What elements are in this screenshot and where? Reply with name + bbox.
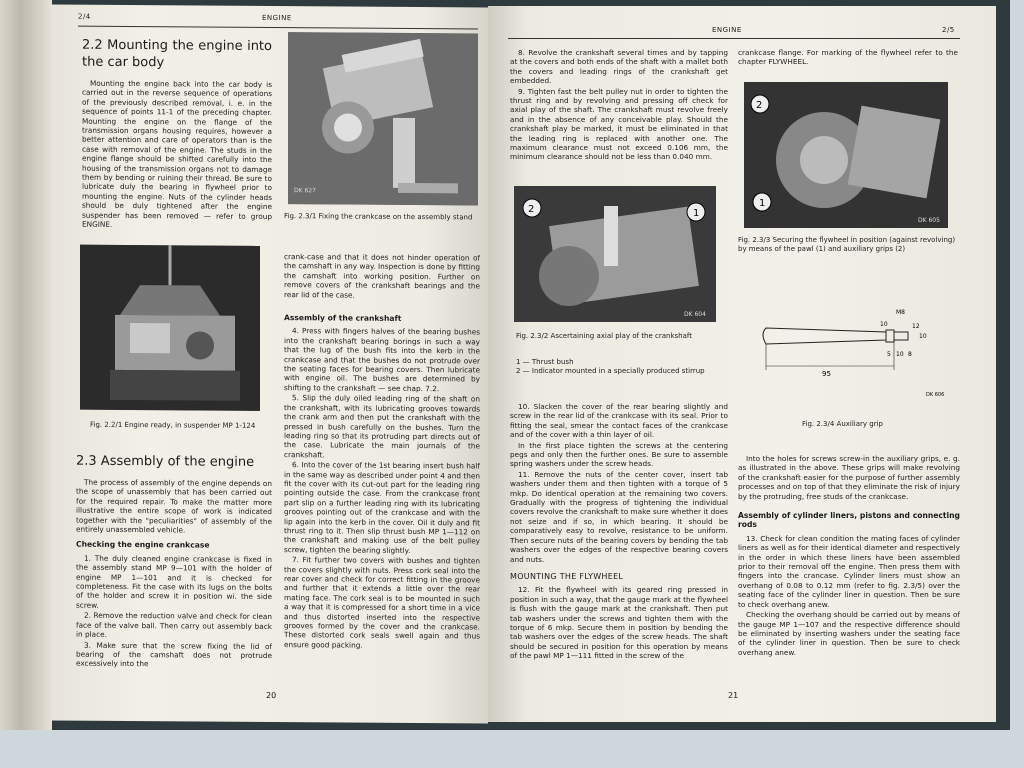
dim-thread: M8 [896, 309, 905, 316]
engine-suspender-image [80, 245, 260, 411]
item-13-b: Checking the overhang should be carried out by means of the gauge MP 1—107 and the respective difference should be eliminated by inserting washers under the seating face of the cylinder liner in question. Then be sure to check overhang anew. [738, 610, 960, 657]
fig-2-2-1-caption: Fig. 2.2/1 Engine ready, in suspender MP 1-124 [90, 420, 256, 430]
item-12: 12. Fit the flywheel with its geared ring pressed in position in such a way, that the gauge mark at the flywheel is flush with the gauge mark at the crankshaft. Then put tab washers under the screws and tighten them with the torque of 6 mkp. Secure them in position by bending the tab washers over the edges of the screw heads. The shaft should be secured in position for this operation by means of the pawl MP 1—111 fitted in the screw of the [510, 585, 728, 661]
fig-2-3-2-legend [516, 358, 736, 376]
dim-f: 10 [919, 333, 927, 340]
dim-c: 8 [908, 351, 912, 358]
fig-2-3-1-code: DK 627 [294, 187, 316, 195]
right-col-2-bottom [738, 454, 960, 658]
dim-d: 10 [880, 321, 888, 328]
item-9: 9. Tighten fast the belt pulley nut in order to tighten the thrust ring and by revolving and pressing off check for axial play of the shaft. The crankshaft must revolve freely and in the absence of any conceivable play. Should the crankshaft play be marked, it must be eliminated in that the leading ring is replaced with another one. The maximum clearance must not exceed 0.106 mm, the minimum clearance should not be less than 0.040 mm. [510, 86, 728, 162]
flywheel-continued: crankcase flange. For marking of the flywheel refer to the chapter FLYWHEEL. [738, 48, 958, 67]
section-2-2 [82, 37, 272, 232]
item-11: 11. Remove the nuts of the center cover, insert tab washers under them and then tighten with a torque of 5 mkp. Do identical operation at the remaining two covers. Gradually with the progress of tightening the individual covers revolve the crankshaft to make sure whether it does not seize and if so, in which bearing. It should be comparatively easy to revolve, resistance to be uniform. Then secure nuts of the bearing covers by bending the tab washers over the edges of the respective bearing covers and nuts. [510, 469, 728, 564]
right-col-1-bottom [510, 402, 728, 662]
fig-2-3-2-photo [514, 186, 716, 322]
left-header-rule [78, 26, 478, 30]
crank-item-4: 4. Press with fingers halves of the bearing bushes into the crankshaft bearing borings in such a way that the lug of the bush fits into the kerb in the crankcase and that the bushes do not protrude over the seating faces for bearing covers. Then lubricate with engine oil. The bushes are determined by shifting to the crankshaft — see chap. 7.2. [284, 326, 480, 394]
dim-b: 10 [896, 351, 904, 358]
assembly-crankshaft-heading: Assembly of the crankshaft [284, 313, 402, 323]
section-2-2-title: 2.2 Mounting the engine into the car body [82, 37, 272, 71]
checking-item-1: 1. The duly cleaned engine crankcase is fixed in the assembly stand MP 9—101 with the holder of engine MP 1—101 and it is checked for completeness. Fit the case with its lugs on the bolts of the holder and screw it in position wi. the side screw. [76, 553, 272, 610]
left-header-number: 2/4 [78, 12, 91, 21]
dim-e: 12 [912, 323, 920, 330]
crank-item-5: 5. Slip the duly oiled leading ring of the shaft on the crankshaft, with its lubricating grooves towards the crank arm and then put the crankshaft with the pressed in bush carefully on the bushes. Turn the leading ring so that its protruding part directs out of the case. Lubricate the main journals of the crankshaft. [284, 393, 480, 460]
fig-2-3-4-code: DK 606 [926, 392, 945, 398]
left-page-number: 20 [266, 690, 277, 701]
item-8: 8. Revolve the crankshaft several times and by tapping at the covers and both ends of the shaft with a mallet both the covers and leading rings of the crankshaft get embedded. [510, 48, 728, 86]
axial-play-image [514, 186, 716, 322]
grip-text: Into the holes for screws screw-in the auxiliary grips, e. g. as illustrated in the above. These grips will make revolving of the crankshaft easier for the purpose of further assembly processes and on top of that they eliminate the risk of injury by the protruding, free studs of the crankcase. [738, 454, 960, 501]
checking-heading: Checking the engine crankcase [76, 540, 210, 551]
legend-item-1: 1 — Thrust bush [516, 358, 574, 366]
flywheel-heading: MOUNTING THE FLYWHEEL [510, 571, 624, 581]
right-page-number: 21 [728, 691, 739, 700]
flywheel-pawl-image [744, 82, 948, 228]
right-col-1-top [510, 48, 728, 163]
fig-2-3-1-caption: Fig. 2.3/1 Fixing the crankcase on the assembly stand [284, 212, 473, 222]
right-header-rule [508, 38, 960, 39]
section-2-3-title: 2.3 Assembly of the engine [76, 453, 255, 470]
left-right-column [284, 252, 480, 652]
svg-text:2: 2 [528, 204, 535, 215]
auxiliary-grip-drawing [756, 296, 956, 406]
legend-item-2: 2 — Indicator mounted in a specially produced stirrup [516, 367, 705, 375]
fig-2-3-1-photo [288, 32, 478, 205]
crankcase-continued: crank-case and that it does not hinder operation of the camshaft in any way. Inspection is done by fitting the camshaft into working position. Further on remove covers of the crankshaft bearings and the rear lid of the case. [284, 252, 480, 300]
dim-length: 95 [822, 370, 831, 378]
liners-heading: Assembly of cylinder liners, pistons and connecting rods [738, 511, 960, 530]
section-2-3 [76, 453, 272, 671]
checking-item-3: 3. Make sure that the screw fixing the lid of bearing of the camshaft does not protrude excessively into the [76, 640, 272, 669]
fig-2-3-2-caption: Fig. 2.3/2 Ascertaining axial play of the crankshaft [516, 332, 692, 340]
crank-item-6: 6. Into the cover of the 1st bearing insert bush half in the same way as described under point 4 and then fit the cover with its cut-out part for the leading ring pointing outside the case. From the crankcase front part slip on a further leading ring with its lubricating grooves pointing out of the crankcase and with the lip again into the kerb in the cover. Oil it duly and fit thrust ring to it. Then slip thrust bush MP 1—112 on the crankshaft and making use of the belt pulley screw, tighten the bearing slightly. [284, 460, 480, 555]
engine-stand-image [288, 32, 478, 205]
dim-a: 5 [887, 351, 891, 358]
item-10-b: In the first place tighten the screws at the centering pegs and only then the further ones. Be sure to assemble spring washers under the screw heads. [510, 440, 728, 469]
section-2-2-text: Mounting the engine back into the car body is carried out in the reverse sequence of operations of the previously described removal, i. e. in the sequence of points 11-1 of the preceding chapter. Mounting the engine on the flange of the transmission organs housing requires, however a better attention and care of operators than is the case with removal of the engine. The studs in the engine flange should be shifted carefully into the housing of the transmission organs not to damage them by bending or ruining their thread. Be sure to lubricate duly the bearing in flywheel prior to mounting the engine. Nuts of the cylinder heads should be duly tightened after the engine suspender has been removed — refer to group ENGINE. [82, 78, 272, 229]
svg-text:1: 1 [693, 208, 700, 219]
fig-2-3-3-code: DK 605 [918, 217, 940, 224]
fig-2-2-1-photo [80, 245, 260, 411]
right-col-2-top [738, 48, 958, 68]
svg-text:2: 2 [756, 100, 763, 111]
fig-2-3-2-code: DK 604 [684, 311, 706, 318]
fig-2-3-4-drawing [756, 296, 956, 406]
fig-2-3-3-photo [744, 82, 948, 228]
fig-2-3-4-caption: Fig. 2.3/4 Auxiliary grip [802, 420, 883, 428]
page-stack-edge [0, 0, 52, 730]
section-2-3-text: The process of assembly of the engine depends on the scope of unassembly that has been carried out for the required repair. To make the matter more illustrative the entire scope of work is indicated together with the "peculiarities" of assembly of the entirely unassembled vehicle. [76, 477, 272, 535]
fig-2-3-3-caption: Fig. 2.3/3 Securing the flywheel in position (against revolving) by means of the pawl (1) and auxiliary grips (2) [738, 236, 956, 253]
item-13: 13. Check for clean condition the mating faces of cylinder liners as well as for their identical diameter and respectively in the order in which these liners have been assembled prior to their removal off the engine. Then press them with fingers into the crancase. Cylinder liners must show an overhang of 0.08 to 0.12 mm (refer to fig. 2.3/5) over the seating face of the cylinder liner in question. Then be sure to check overhang anew. [738, 533, 960, 609]
right-page [488, 6, 996, 722]
right-header-title: ENGINE [712, 26, 742, 34]
left-page [52, 4, 488, 723]
left-header-title: ENGINE [262, 13, 292, 23]
svg-text:1: 1 [759, 198, 766, 209]
right-header-number: 2/5 [942, 26, 955, 34]
checking-item-2: 2. Remove the reduction valve and check for clean face of the valve ball. Then carry out assembly back in place. [76, 610, 272, 639]
item-10: 10. Slacken the cover of the rear bearing slightly and screw in the rear lid of the crankcase with its seal. Prior to fitting the seal, smear the contact faces of the crankcase and of the cover with a thin layer of oil. [510, 402, 728, 440]
crank-item-7: 7. Fit further two covers with bushes and tighten the covers slightly with nuts. Press cork seal into the rear cover and check for correct fitting in the groove and further that it extends a little over the rear mating face. The cork seal is to be mounted in such a way that it is compressed for a short time in a vice and thus distorted inserted into the respective grooves formed by the cover and the crankcase. These distorted cork seals swell again and thus ensure good packing. [284, 555, 480, 650]
